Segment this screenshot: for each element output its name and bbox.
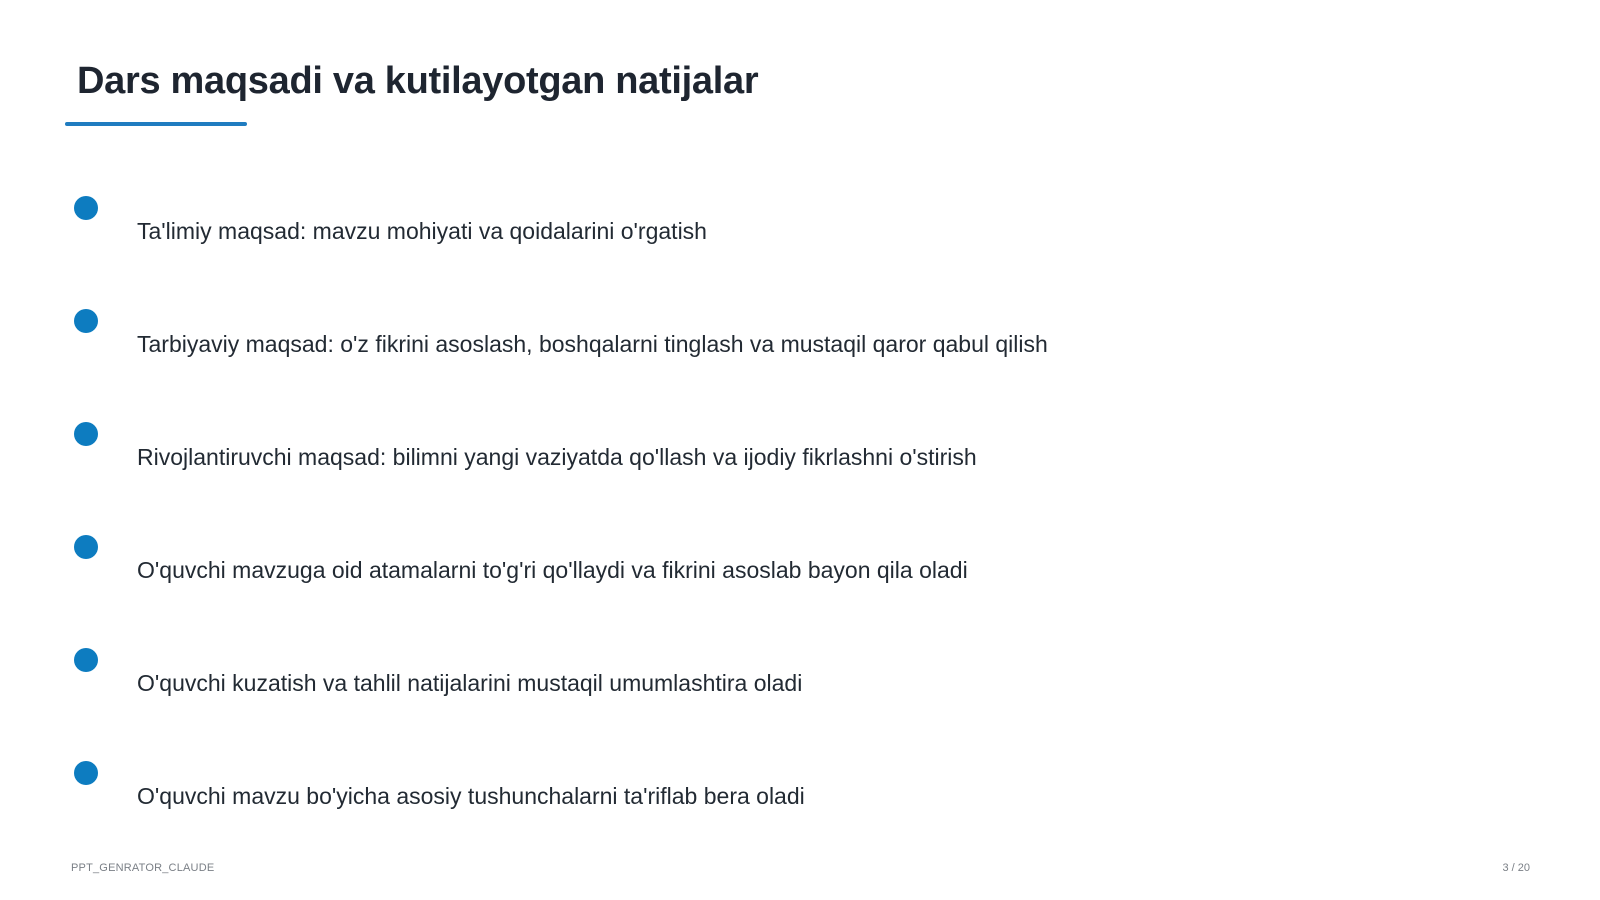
list-item-text: O'quvchi kuzatish va tahlil natijalarini mustaqil umumlashtira oladi bbox=[137, 670, 803, 696]
list-item bbox=[0, 761, 1600, 821]
list-item-text: O'quvchi mavzu bo'yicha asosiy tushunchalarni ta'riflab bera oladi bbox=[137, 783, 805, 809]
bullet-dot-icon bbox=[74, 761, 98, 785]
page-number: 3 / 20 bbox=[1502, 862, 1530, 874]
bullet-dot-icon bbox=[74, 648, 98, 672]
list-item-text: O'quvchi mavzuga oid atamalarni to'g'ri qo'llaydi va fikrini asoslab bayon qila oladi bbox=[137, 557, 968, 583]
list-item-text: Rivojlantiruvchi maqsad: bilimni yangi vaziyatda qo'llash va ijodiy fikrlashni o'stirish bbox=[137, 444, 977, 470]
list-item bbox=[0, 535, 1600, 595]
bullet-dot-icon bbox=[74, 535, 98, 559]
bullet-dot-icon bbox=[74, 422, 98, 446]
list-item-text: Ta'limiy maqsad: mavzu mohiyati va qoidalarini o'rgatish bbox=[137, 218, 707, 244]
list-item-text: Tarbiyaviy maqsad: o'z fikrini asoslash, boshqalarni tinglash va mustaqil qaror qabul qilish bbox=[137, 331, 1048, 357]
bullet-dot-icon bbox=[74, 309, 98, 333]
list-item bbox=[0, 648, 1600, 708]
list-item bbox=[0, 309, 1600, 369]
bullet-dot-icon bbox=[74, 196, 98, 220]
slide-title: Dars maqsadi va kutilayotgan natijalar bbox=[77, 60, 759, 102]
footer-source: PPT_GENRATOR_CLAUDE bbox=[71, 862, 215, 874]
list-item bbox=[0, 422, 1600, 482]
list-item bbox=[0, 196, 1600, 256]
